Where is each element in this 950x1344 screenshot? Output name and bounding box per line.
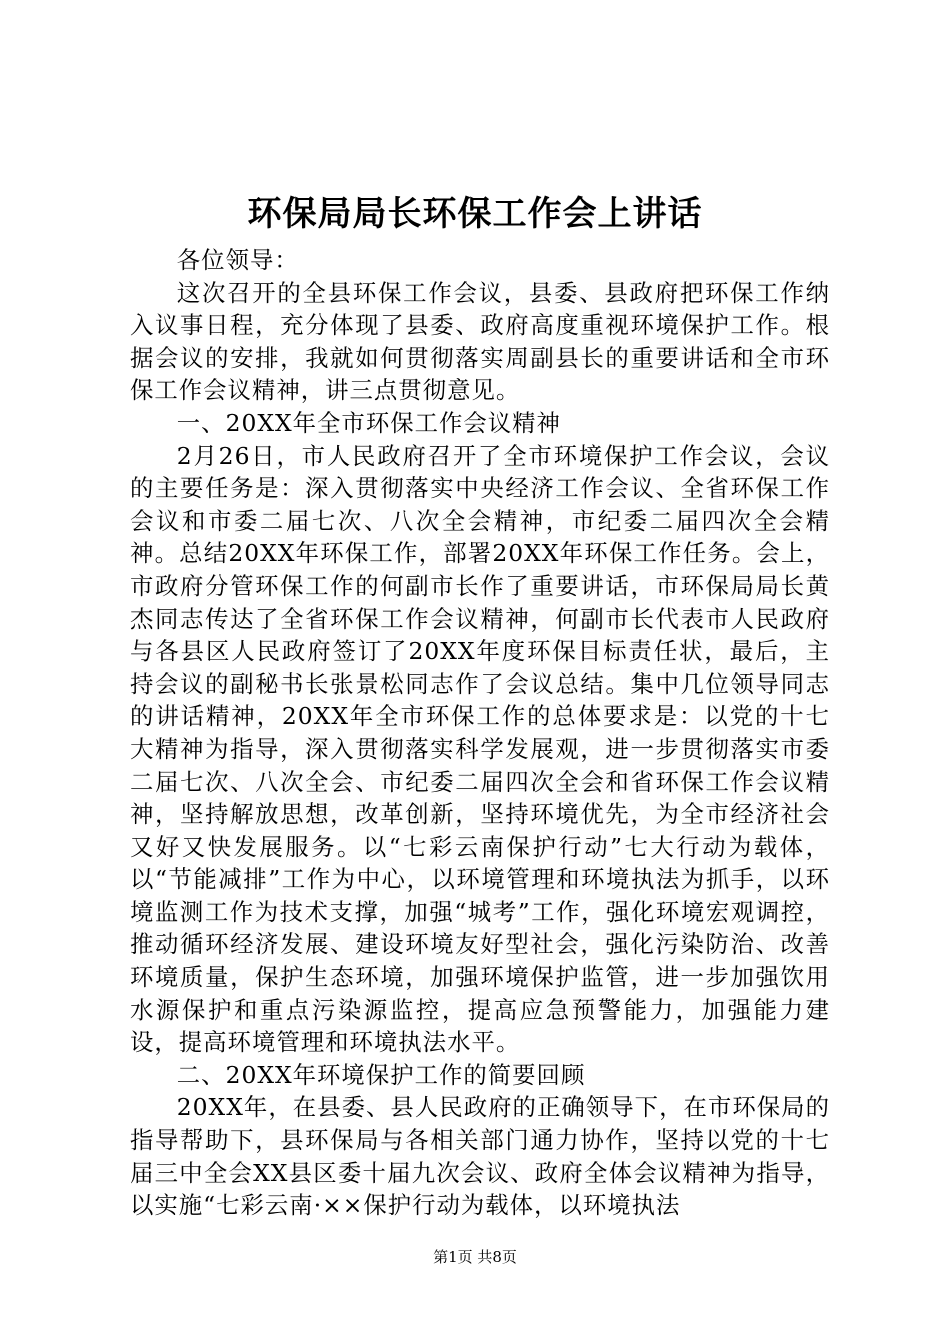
page-number-footer: 第1页 共8页 [433, 1248, 517, 1266]
section-heading-2: 二、20XX年环境保护工作的简要回顾 [176, 1060, 586, 1089]
document-title: 环保局局长环保工作会上讲话 [247, 194, 703, 234]
paragraph-section-2: 20XX年，在县委、县人民政府的正确领导下，在市环保局的指导帮助下，县环保局与各相关部门通力协作，坚持以党的十七届三中全会XX县区委十届九次会议、政府全体会议精神为指导，以实施“七彩云南·××保护行动为载体，以环境执法 [130, 1093, 830, 1220]
section-heading-1: 一、20XX年全市环保工作会议精神 [176, 408, 561, 437]
document-body [130, 244, 830, 1222]
salutation: 各位领导： [176, 246, 299, 274]
paragraph-section-1: 2月26日，市人民政府召开了全市环境保护工作会议，会议的主要任务是：深入贯彻落实中央经济工作会议、全省环保工作会议和市委二届七次、八次全会精神，市纪委二届四次全会精神。总结20XX年环保工作，部署20XX年环保工作任务。会上，市政府分管环保工作的何副市长作了重要讲话，市环保局局长黄杰同志传达了全省环保工作会议精神，何副市长代表市人民政府与各县区人民政府签订了20XX年度环保目标责任状，最后，主持会议的副秘书长张景松同志作了会议总结。集中几位领导同志的讲话精神，20XX年全市环保工作的总体要求是：以党的十七大精神为指导，深入贯彻落实科学发展观，进一步贯彻落实市委二届七次、八次全会、市纪委二届四次全会和省环保工作会议精神，坚持解放思想，改革创新，坚持环境优先，为全市经济社会又好又快发展服务。以“七彩云南保护行动”七大行动为载体，以“节能减排”工作为中心，以环境管理和环境执法为抓手，以环境监测工作为技术支撑，加强“城考”工作，强化环境宏观调控，推动循环经济发展、建设环境友好型社会，强化污染防治、改善环境质量，保护生态环境，加强环境保护监管，进一步加强饮用水源保护和重点污染源监控，提高应急预警能力，加强能力建设，提高环境管理和环境执法水平。 [130, 441, 830, 1057]
paragraph-intro: 这次召开的全县环保工作会议，县委、县政府把环保工作纳入议事日程，充分体现了县委、政府高度重视环境保护工作。根据会议的安排，我就如何贯彻落实周副县长的重要讲话和全市环保工作会议精神，讲三点贯彻意见。 [130, 278, 830, 405]
